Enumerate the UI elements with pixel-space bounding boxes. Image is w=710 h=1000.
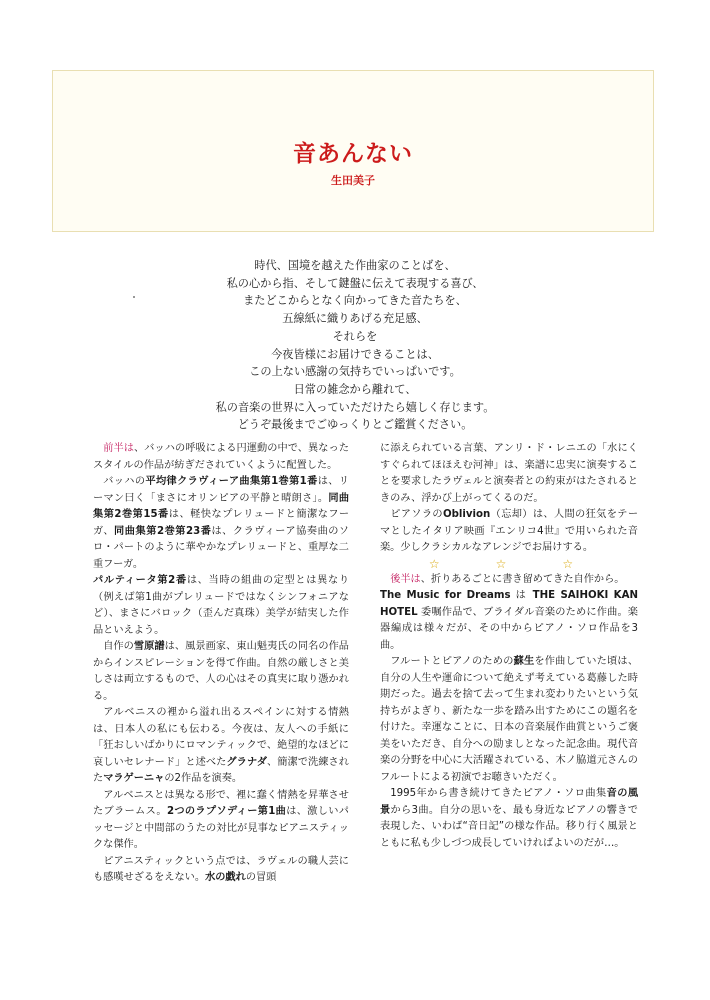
intro-line: 私の心から指、そして鍵盤に伝えて表現する喜び、 (226, 276, 484, 290)
piece-title: パルティータ第2番 (93, 575, 187, 586)
piece-title: 同曲集第2巻第15番 (93, 492, 350, 520)
intro-poem (90, 257, 620, 434)
piece-title: マラゲーニャ (103, 773, 165, 784)
page-title: 音あんない (293, 140, 413, 167)
paragraph-second-half: 後半は、折りあるごとに書き留めてきた自作から。 (390, 573, 625, 585)
star-divider: ☆☆☆ (428, 556, 630, 571)
intro-line: 時代、国境を越えた作曲家のことばを、 (254, 259, 456, 272)
hotel-name: THE SAIHOKI KAN HOTEL (380, 590, 638, 618)
piece-title: Oblivion (442, 509, 491, 520)
piece-title: 平均律クラヴィーア曲集第1巻第1番 (145, 476, 318, 487)
paragraph-piazzolla: ピアソラのOblivion（忘却）は、人間の狂気をテーマとしたイタリア映画『エンリコ4世』で用いられた音楽。少しクラシカルなアレンジでお届けする。 (380, 509, 639, 553)
paragraph-ravel: ピアニスティックという点では、ラヴェルの職人芸にも感嘆せざるをえない。水の戯れの冒頭 (93, 855, 349, 883)
piece-title: 音の風景 (380, 788, 639, 816)
paragraph-first-half: 前半は、バッハの呼吸による円運動の中で、異なったスタイルの作品が紡ぎだされていくように配置した。 (93, 443, 350, 471)
paragraph-brahms: アルベニスとは異なる形で、裡に蠢く情熱を昇華させたブラームス。2つのラプソディー第1曲は、激しいパッセージと中間部のうたの対比が見事なピアニスティックな傑作。 (93, 789, 349, 850)
title-box (52, 70, 654, 232)
section-label-first-half: 前半は (103, 443, 134, 454)
author-name: 生田美子 (331, 174, 375, 187)
paragraph-bach: バッハの平均律クラヴィーア曲集第1巻第1番は、リーマン曰く「まさにオリンピアの平静と晴朗さ」。同曲集第2巻第15番は、軽快なプレリュードと簡潔なフーガ、同曲集第2巻第23番は、クラヴィーア協奏曲のソロ・パートのように華やかなプレリュードと、重厚な二重フーガ。 (93, 476, 350, 570)
intro-line: それらを (332, 329, 378, 343)
paragraph-music-for-dreams: The Music for Dreams は THE SAIHOKI KAN HOTEL 委嘱作品で、ブライダル音楽のために作曲。楽器編成は様々だが、その中からピアノ・ソロ作品を3曲。 (380, 590, 638, 651)
paragraph-ravel-cont: に添えられている言葉、アンリ・ド・レニエの「水にくすぐられてほほえむ河神」は、楽譜に忠実に演奏することを要求したラヴェルと演奏者との約束がはたされるときのみ、浮かび上がってくるのだ。 (380, 443, 638, 504)
paragraph-partita: パルティータ第2番は、当時の組曲の定型とは異なり（例えば第1曲がプレリュードではなくシンフォニアなど）、まさにバロック（歪んだ真珠）美学が結実した作品といえよう。 (93, 575, 350, 636)
right-column (380, 441, 638, 852)
intro-line: 日常の雑念から離れて、 (293, 382, 417, 396)
intro-line: この上ない感謝の気持ちでいっぱいです。 (249, 365, 461, 379)
left-column (93, 441, 349, 887)
piece-title: 雪原譜 (133, 641, 165, 652)
paragraph-sosei: フルートとピアノのための蘇生を作曲していた頃は、自分の人生や運命について絶えず考えている葛藤した時期だった。過去を捨て去って生まれ変わりたいという気持ちがよぎり、新たな一歩を踏み出すためにこの題名を付けた。幸運なことに、日本の音楽展作曲賞というご褒美をいただき、自分への励ましとなった記念曲。現代音楽の分野を中心に大活躍されている、木ノ脇道元さんのフルートによる初演でお聴きいただく。 (380, 656, 639, 783)
piece-title: 2つのラプソディー第1曲 (166, 806, 287, 817)
piece-title: グラナダ (226, 756, 267, 768)
paragraph-setsugenfu: 自作の雪原譜は、風景画家、東山魁夷氏の同名の作品からインスピレーションを得て作曲。自然の厳しさと美しさは両立するもので、人の心はその真実に取り憑かれる。 (93, 641, 349, 702)
intro-line: どうぞ最後までごゆっくりとご鑑賞ください。 (237, 418, 473, 432)
piece-title: 水の戯れ (205, 872, 246, 883)
intro-line: またどこからとなく向かってきた音たちを、 (243, 294, 467, 308)
intro-line: 五線紙に織りあげる充足感、 (282, 312, 428, 326)
paragraph-albeniz: アルベニスの裡から溢れ出るスペインに対する情熱は、日本人の私にも伝わる。今夜は、友人への手紙に「狂おしいばかりにロマンティックで、絶望的なほどに哀しいセレナード」と述べたグラナダ、簡潔で洗練されたマラゲーニャの2作品を演奏。 (93, 707, 349, 784)
piece-title: 同曲集第2巻第23番 (114, 525, 212, 537)
intro-line: 今夜皆様にお届けできることは、 (271, 347, 439, 361)
section-label-second-half: 後半は (390, 573, 421, 585)
piece-title: The Music for Dreams (380, 590, 511, 601)
piece-title: 蘇生 (513, 656, 535, 667)
paragraph-oto-no-fukei: 1995年から書き続けてきたピアノ・ソロ曲集音の風景から3曲。自分の思いを、最も身近なピアノの響きで表現した、いわば“音日記”の様な作品。移り行く風景とともに私も少しづつ成長していければよいのだが…。 (380, 788, 639, 849)
intro-line: 私の音楽の世界に入っていただけたら嬉しく存じます。 (215, 400, 495, 414)
